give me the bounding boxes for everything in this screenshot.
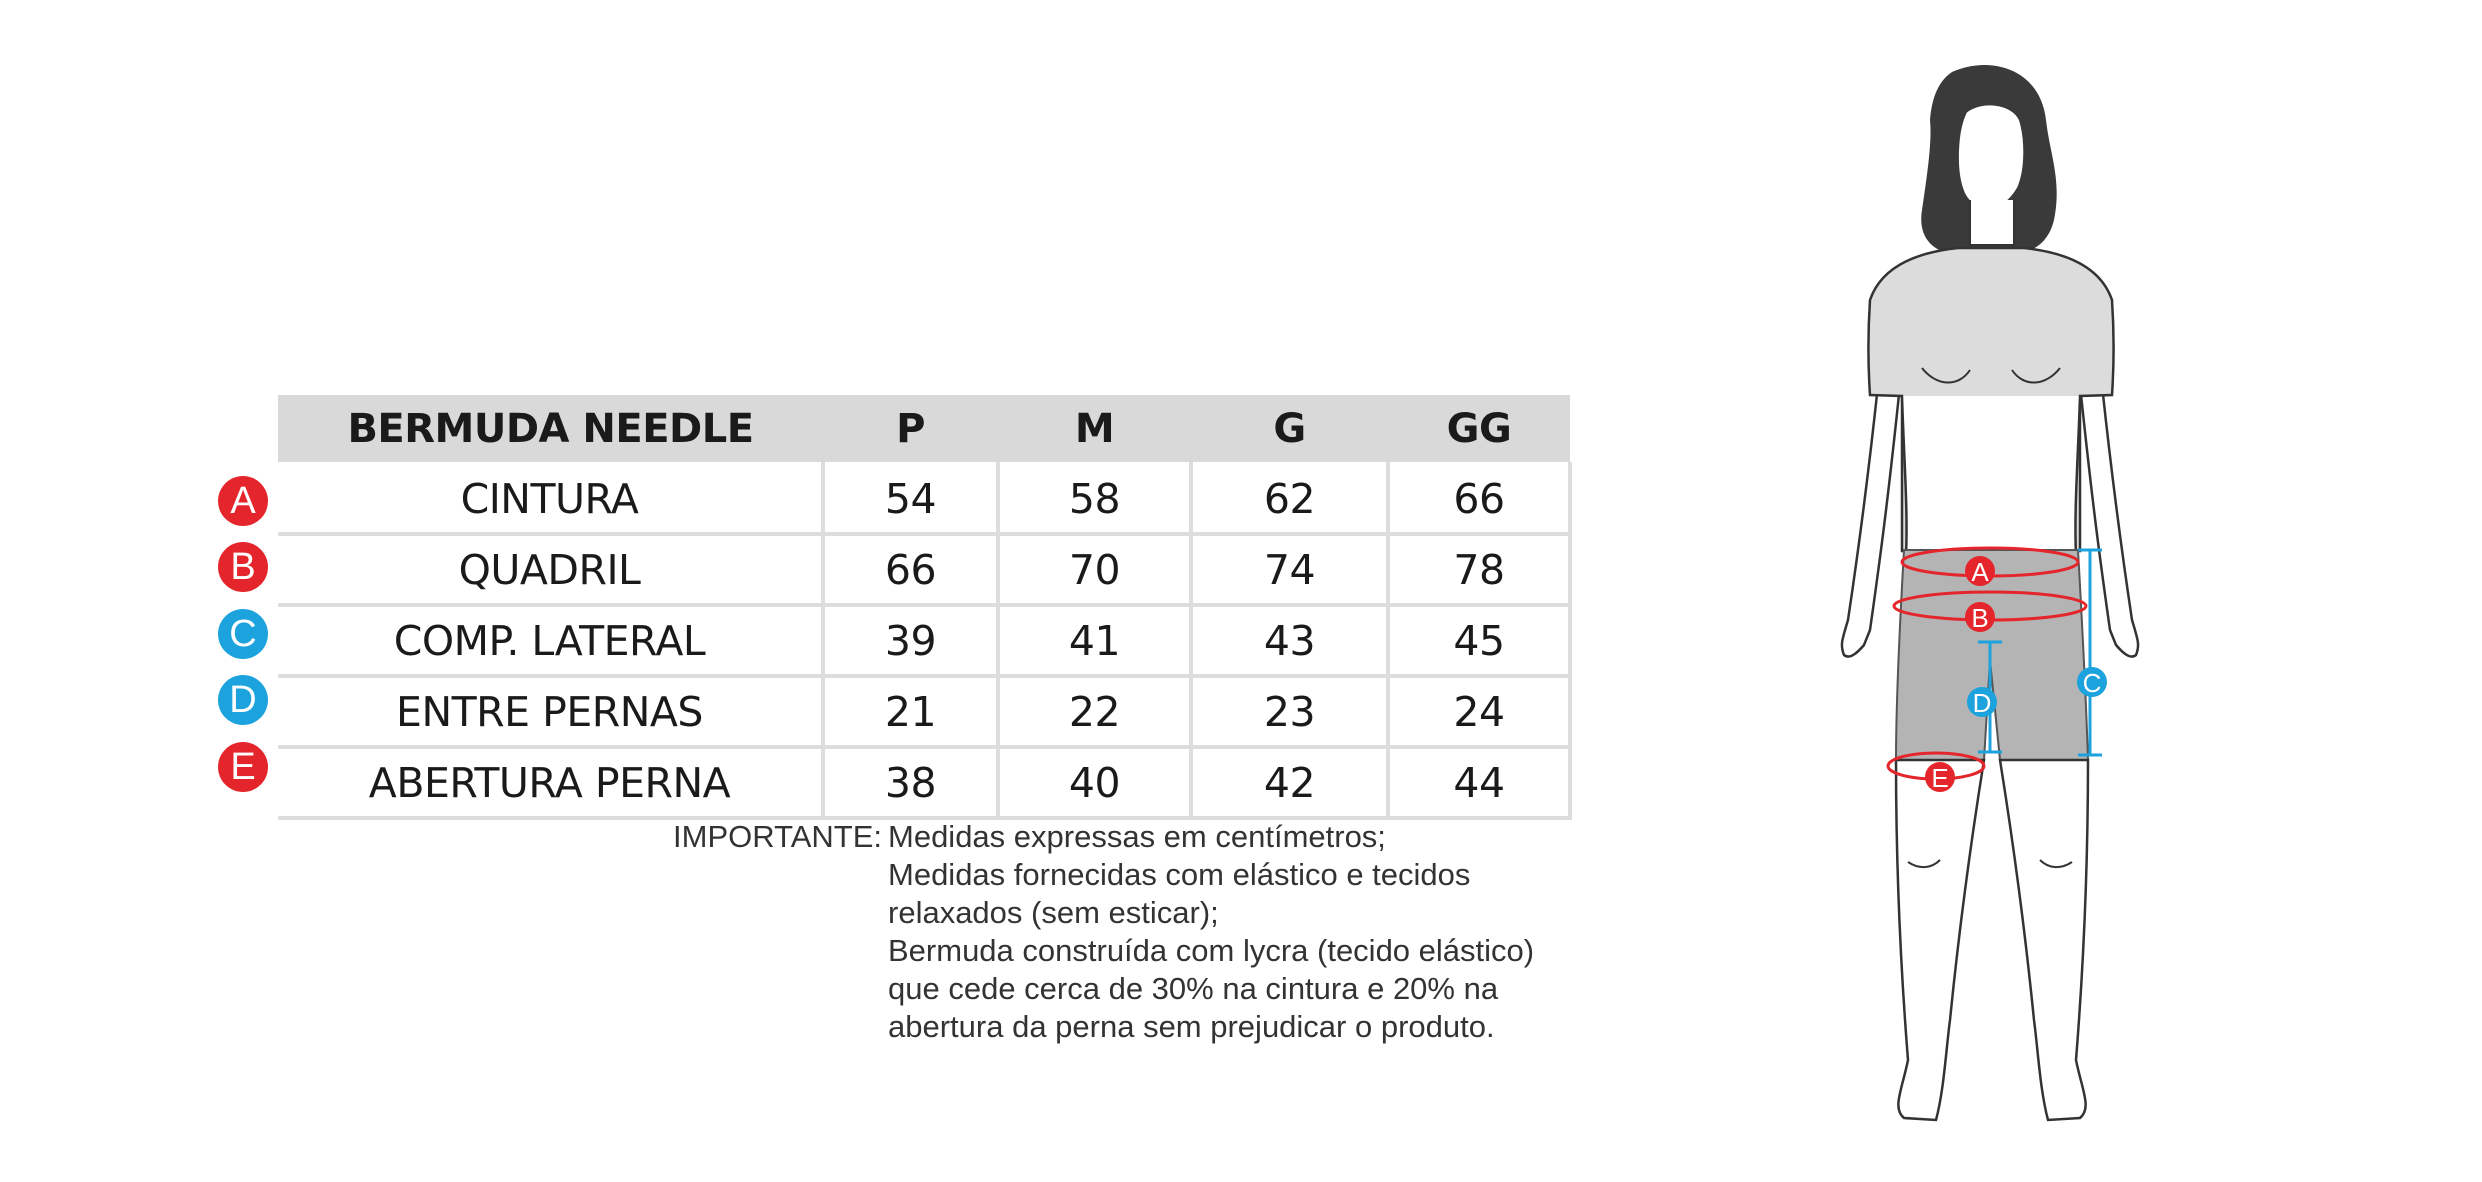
measure-value: 21: [823, 676, 998, 747]
measure-value: 43: [1191, 605, 1388, 676]
note-line: Medidas expressas em centímetros;: [888, 819, 1386, 854]
figure-marker-b: B: [1971, 603, 1989, 633]
figure-marker-a: A: [1971, 557, 1989, 587]
measure-value: 58: [998, 464, 1191, 535]
measure-value: 44: [1388, 747, 1570, 818]
left-arm: [1842, 385, 1900, 657]
table-row: [278, 747, 1570, 818]
measure-value: 70: [998, 534, 1191, 605]
important-notes: [652, 818, 1608, 1046]
torso-shape: [1902, 396, 2080, 555]
shorts-shape: [1896, 550, 2088, 760]
measure-value: 54: [823, 464, 998, 535]
measure-value: 24: [1388, 676, 1570, 747]
measure-value: 23: [1191, 676, 1388, 747]
table-row: [278, 464, 1570, 535]
measure-value: 66: [1388, 464, 1570, 535]
size-chart-table: [278, 395, 1572, 820]
legs-shape: [1896, 760, 2088, 1120]
notes-label: IMPORTANTE:: [673, 819, 882, 854]
measure-label: ABERTURA PERNA: [278, 747, 823, 818]
body-measurement-figure: [1840, 60, 2180, 1140]
face-shape: [1958, 104, 2024, 210]
marker-b-badge: B: [218, 542, 268, 592]
measure-value: 62: [1191, 464, 1388, 535]
measure-value: 39: [823, 605, 998, 676]
neck-shape: [1970, 200, 2014, 245]
figure-marker-e: E: [1931, 763, 1949, 793]
measure-value: 74: [1191, 534, 1388, 605]
size-header-m: M: [998, 395, 1191, 464]
size-header-g: G: [1191, 395, 1388, 464]
measure-value: 22: [998, 676, 1191, 747]
marker-d-badge: D: [218, 675, 268, 725]
marker-c-badge: C: [218, 609, 268, 659]
note-line: que cede cerca de 30% na cintura e 20% na: [888, 971, 1499, 1006]
table-header-row: [278, 395, 1570, 464]
measure-value: 66: [823, 534, 998, 605]
measure-value: 40: [998, 747, 1191, 818]
measure-value: 78: [1388, 534, 1570, 605]
note-line: Medidas fornecidas com elástico e tecidos: [888, 857, 1471, 892]
table-row: [278, 534, 1570, 605]
product-title: BERMUDA NEEDLE: [278, 395, 823, 464]
measure-label: CINTURA: [278, 464, 823, 535]
measure-label: COMP. LATERAL: [278, 605, 823, 676]
measure-label: QUADRIL: [278, 534, 823, 605]
marker-a-badge: A: [218, 476, 268, 526]
measure-value: 45: [1388, 605, 1570, 676]
note-line: abertura da perna sem prejudicar o produto.: [888, 1009, 1495, 1044]
measure-value: 42: [1191, 747, 1388, 818]
marker-e-badge: E: [218, 742, 268, 792]
note-line: relaxados (sem esticar);: [888, 895, 1219, 930]
size-header-p: P: [823, 395, 998, 464]
size-header-gg: GG: [1388, 395, 1570, 464]
figure-marker-c: C: [2082, 668, 2102, 698]
measure-value: 41: [998, 605, 1191, 676]
measure-label: ENTRE PERNAS: [278, 676, 823, 747]
table-row: [278, 605, 1570, 676]
figure-marker-d: D: [1972, 688, 1992, 718]
table-row: [278, 676, 1570, 747]
measure-value: 38: [823, 747, 998, 818]
note-line: Bermuda construída com lycra (tecido elástico): [888, 933, 1535, 968]
notes-lines: [888, 818, 1608, 1046]
